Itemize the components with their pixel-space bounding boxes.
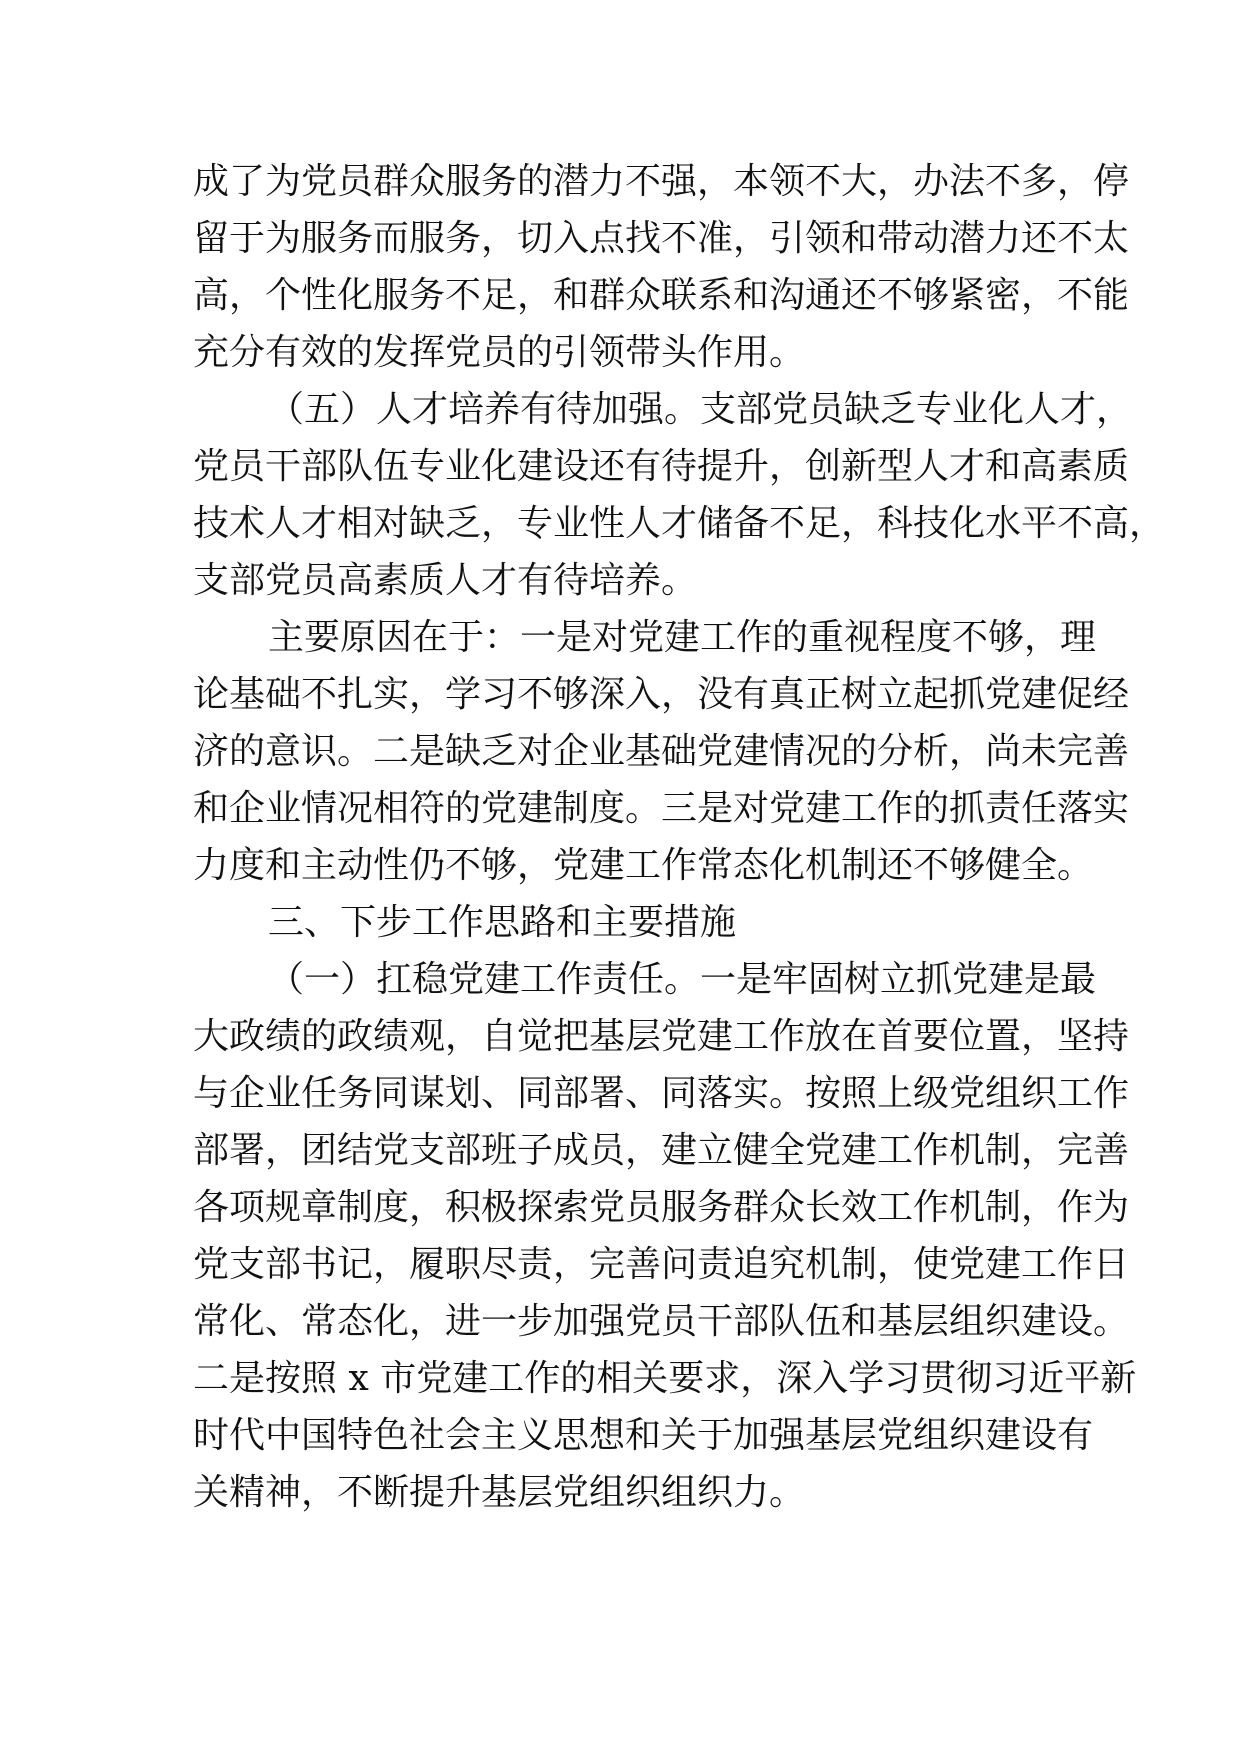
text-line: 主要原因在于：一是对党建工作的重视程度不够，理 [268, 617, 1097, 658]
text-line: 大政绩的政绩观，自觉把基层党建工作放在首要位置，坚持 [193, 1016, 1130, 1057]
text-line: 与企业任务同谋划、同部署、同落实。按照上级党组织工作 [193, 1073, 1130, 1114]
text-line: 常化、常态化，进一步加强党员干部队伍和基层组织建设。 [193, 1301, 1130, 1342]
text-line: 高，个性化服务不足，和群众联系和沟通还不够紧密，不能 [193, 275, 1130, 316]
text-line: 济的意识。二是缺乏对企业基础党建情况的分析，尚未完善 [193, 731, 1130, 772]
text-line: 力度和主动性仍不够，党建工作常态化机制还不够健全。 [193, 845, 1094, 886]
text-line: 和企业情况相符的党建制度。三是对党建工作的抓责任落实 [193, 788, 1130, 829]
text-line: 部署，团结党支部班子成员，建立健全党建工作机制，完善 [193, 1130, 1130, 1171]
text-line: （一）扛稳党建工作责任。一是牢固树立抓党建是最 [268, 959, 1097, 1000]
text-line: 党支部书记，履职尽责，完善问责追究机制，使党建工作日 [193, 1244, 1130, 1285]
text-line: 各项规章制度，积极探索党员服务群众长效工作机制，作为 [193, 1187, 1130, 1228]
text-line: （五）人才培养有待加强。支部党员缺乏专业化人才， [268, 389, 1133, 430]
section-heading: 三、下步工作思路和主要措施 [268, 902, 737, 943]
text-line: 二是按照 x 市党建工作的相关要求，深入学习贯彻习近平新 [193, 1358, 1137, 1399]
text-line: 时代中国特色社会主义思想和关于加强基层党组织建设有 [193, 1415, 1094, 1456]
text-line: 充分有效的发挥党员的引领带头作用。 [193, 332, 806, 373]
text-line: 党员干部队伍专业化建设还有待提升，创新型人才和高素质 [193, 446, 1130, 487]
text-line: 留于为服务而服务，切入点找不准，引领和带动潜力还不太 [193, 218, 1130, 259]
text-line: 支部党员高素质人才有待培养。 [193, 560, 698, 601]
text-line: 论基础不扎实，学习不够深入，没有真正树立起抓党建促经 [193, 674, 1130, 715]
text-line: 技术人才相对缺乏，专业性人才储备不足，科技化水平不高， [193, 503, 1166, 544]
text-line: 成了为党员群众服务的潜力不强，本领不大，办法不多，停 [193, 161, 1130, 202]
text-line: 关精神，不断提升基层党组织组织力。 [193, 1472, 806, 1513]
